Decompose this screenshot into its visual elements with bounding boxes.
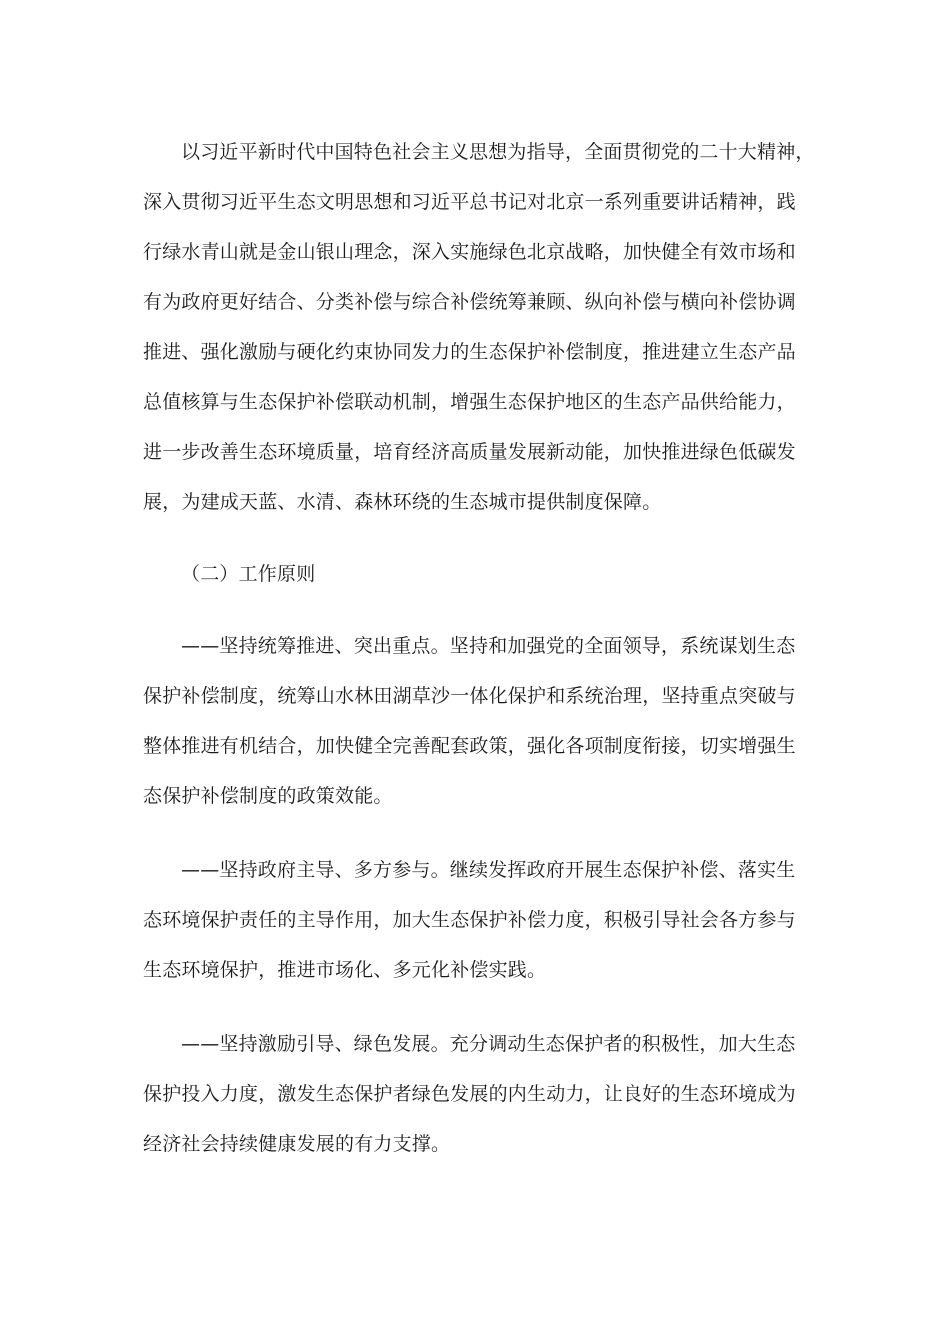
text-line: ——坚持激励引导、绿色发展。充分调动生态保护者的积极性，加大生态 [181, 1033, 796, 1055]
paragraph-spacer [143, 995, 811, 1019]
text-line: 经济社会持续健康发展的有力支撑。 [143, 1133, 451, 1155]
text-line: 行绿水青山就是金山银山理念，深入实施绿色北京战略，加快健全有效市场和 [143, 241, 796, 263]
text-line: ——坚持统筹推进、突出重点。坚持和加强党的全面领导，系统谋划生态 [181, 635, 796, 657]
text-line: ——坚持政府主导、多方参与。继续发挥政府开展生态保护补偿、落实生 [181, 859, 796, 881]
text-line: 深入贯彻习近平生态文明思想和习近平总书记对北京一系列重要讲话精神，践 [143, 191, 796, 213]
text-line: 总值核算与生态保护补偿联动机制，增强生态保护地区的生态产品供给能力， [143, 391, 796, 413]
text-line: 生态环境保护，推进市场化、多元化补偿实践。 [143, 959, 547, 981]
principle-paragraph-3 [143, 1019, 811, 1169]
paragraph-spacer [143, 527, 811, 549]
text-line: 以习近平新时代中国特色社会主义思想为指导，全面贯彻党的二十大精神， [181, 141, 815, 163]
text-line: 进一步改善生态环境质量，培育经济高质量发展新动能，加快推进绿色低碳发 [143, 441, 796, 463]
text-line: 展，为建成天蓝、水清、森林环绕的生态城市提供制度保障。 [143, 491, 662, 513]
paragraph-spacer [143, 821, 811, 845]
text-line: 推进、强化激励与硬化约束协同发力的生态保护补偿制度，推进建立生态产品 [143, 341, 796, 363]
document-body [143, 127, 815, 1169]
text-line: 保护补偿制度，统筹山水林田湖草沙一体化保护和系统治理，坚持重点突破与 [143, 685, 796, 707]
principle-paragraph-2 [143, 845, 811, 995]
guiding-paragraph [143, 127, 815, 527]
text-line: 整体推进有机结合，加快健全完善配套政策，强化各项制度衔接，切实增强生 [143, 735, 796, 757]
paragraph-spacer [143, 599, 811, 621]
heading-text: （二）工作原则 [181, 563, 316, 585]
text-line: 有为政府更好结合、分类补偿与综合补偿统筹兼顾、纵向补偿与横向补偿协调 [143, 291, 796, 313]
section-heading [143, 549, 811, 599]
principle-paragraph-1 [143, 621, 811, 821]
text-line: 态保护补偿制度的政策效能。 [143, 785, 393, 807]
text-line: 态环境保护责任的主导作用，加大生态保护补偿力度，积极引导社会各方参与 [143, 909, 796, 931]
text-line: 保护投入力度，激发生态保护者绿色发展的内生动力，让良好的生态环境成为 [143, 1083, 796, 1105]
